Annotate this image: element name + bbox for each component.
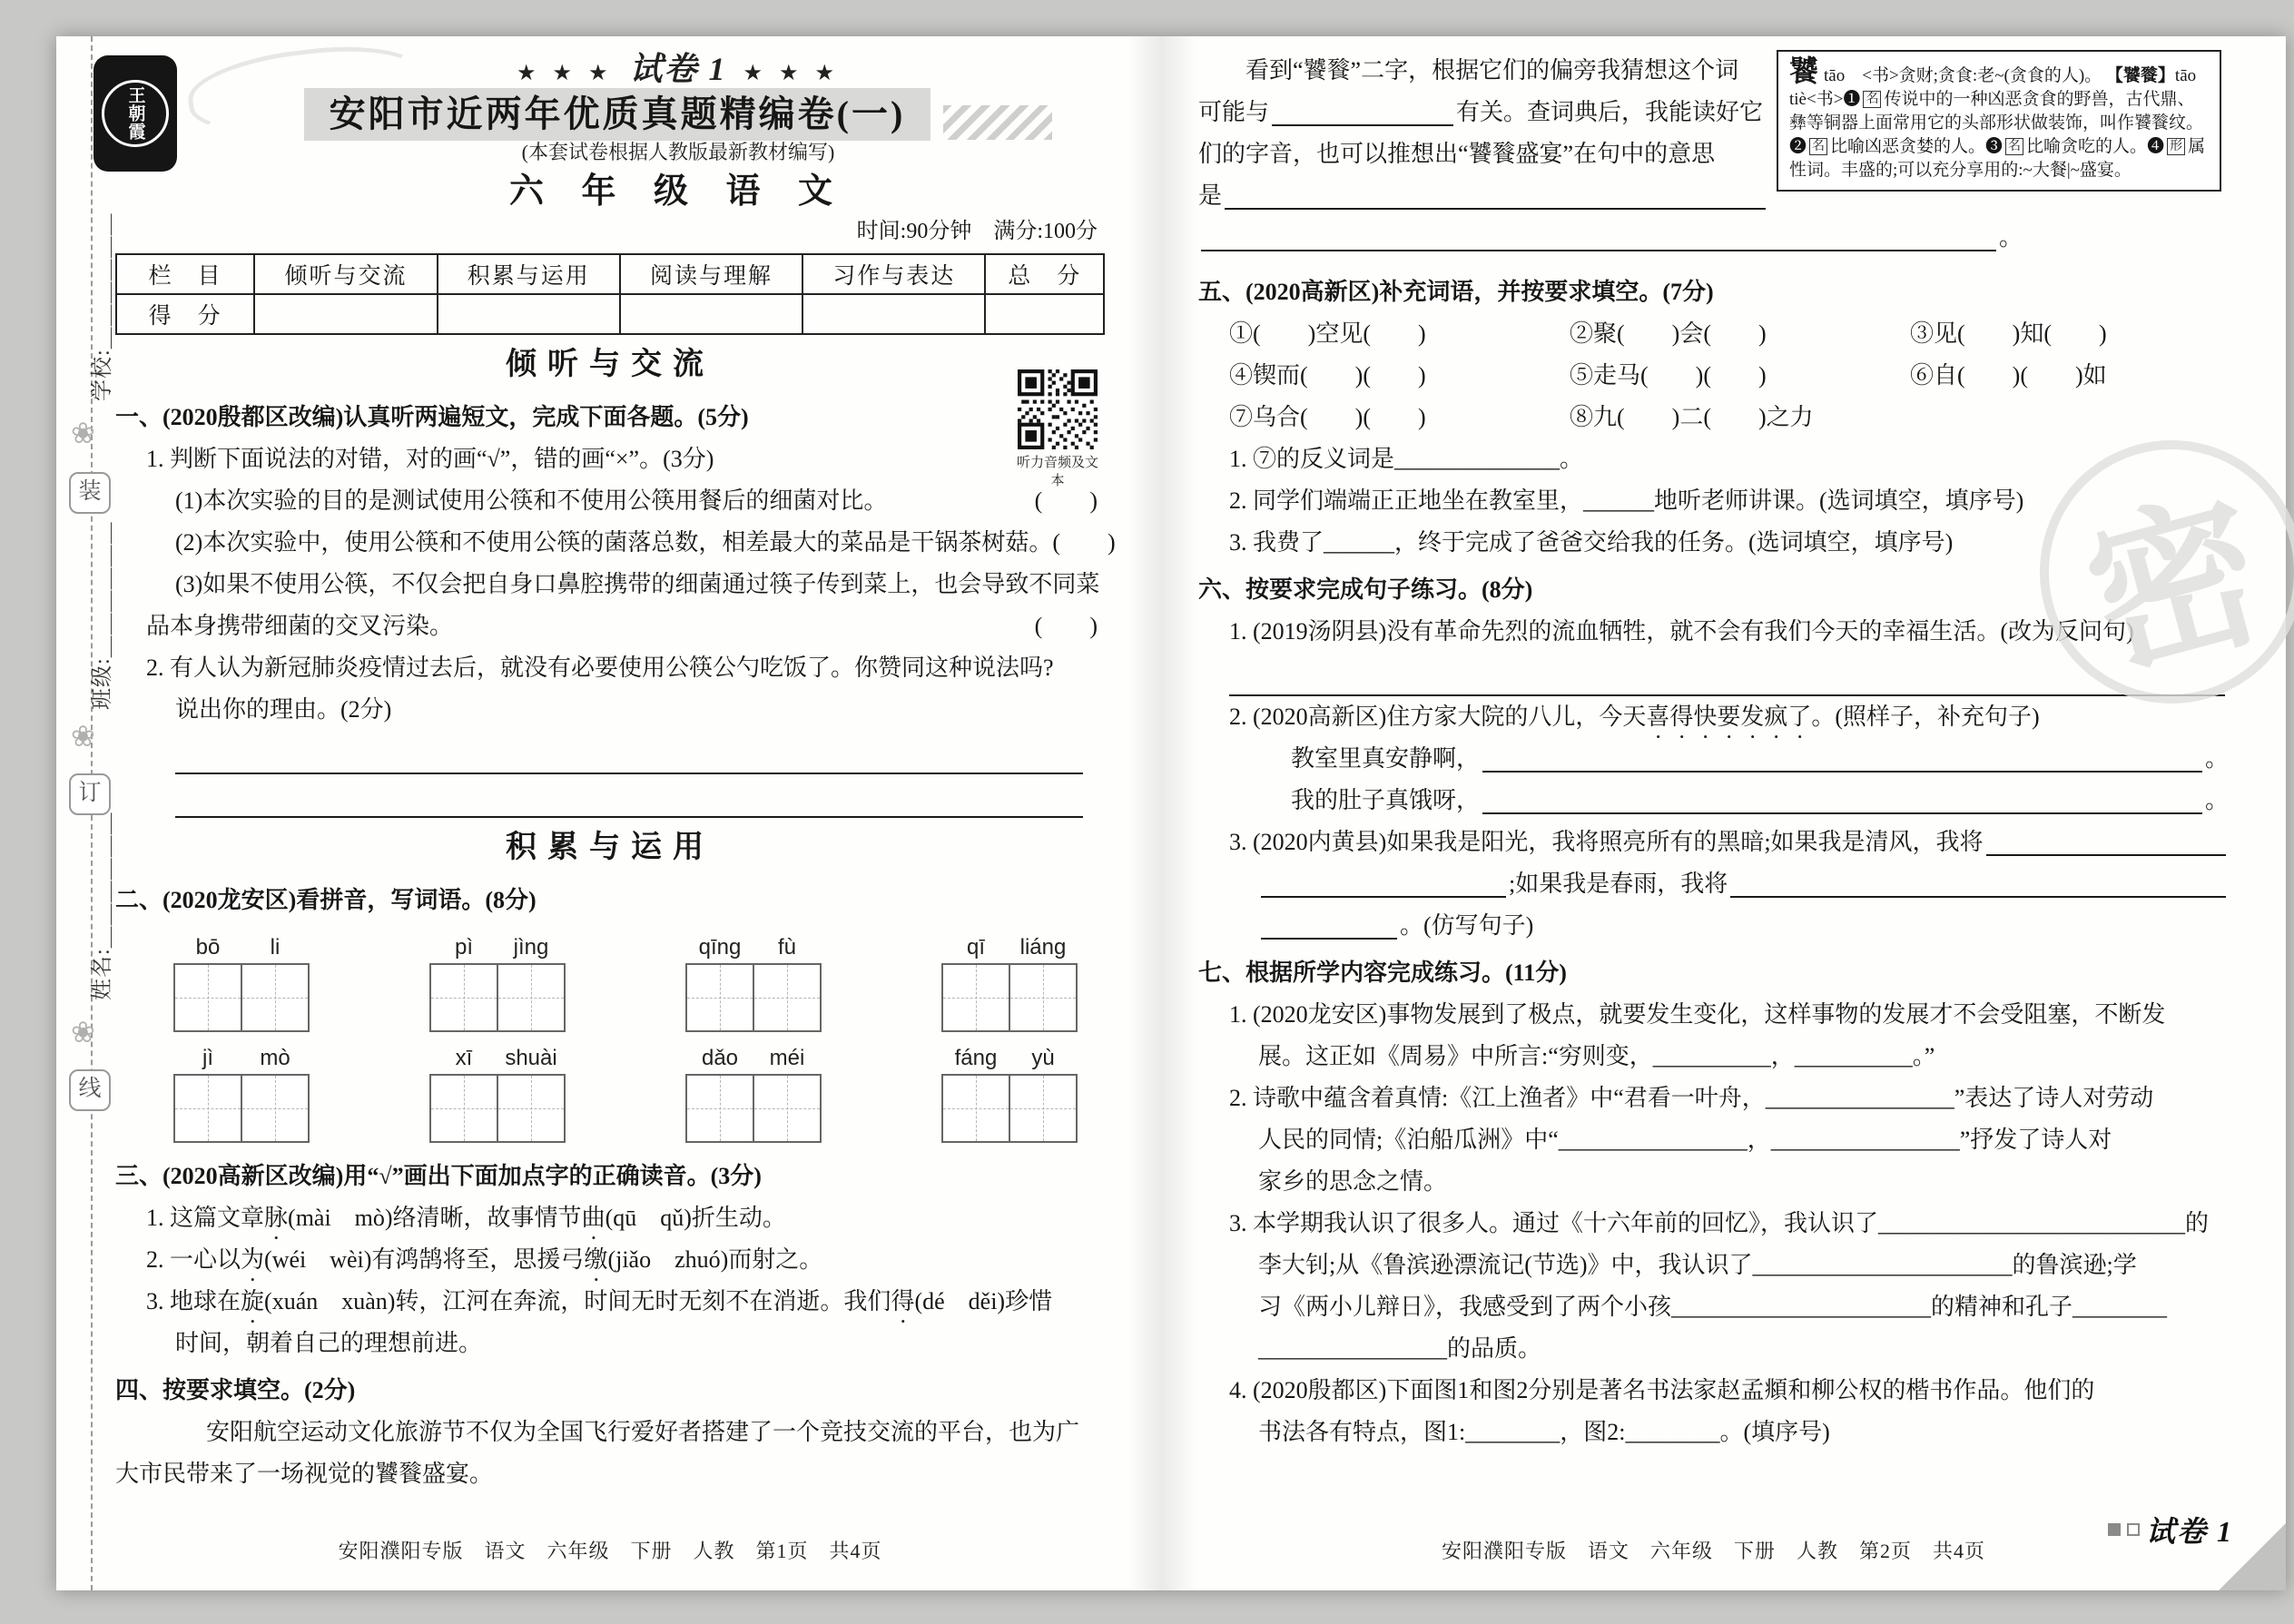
pinyin-word: [941, 932, 1078, 1032]
score-cell-empty: [985, 294, 1104, 334]
exam-paper-spread: [56, 36, 2286, 1590]
score-header-cell: 习作与表达: [802, 254, 985, 294]
text-segment: 。: [2204, 787, 2229, 813]
pinyin-syllable: dǎo: [701, 1046, 739, 1070]
score-table-header-row: [116, 254, 1104, 294]
score-header-cell: 总 分: [985, 254, 1104, 294]
writing-cell: [175, 965, 241, 1030]
question-line: [1198, 696, 2229, 738]
score-table-score-row: [116, 294, 1104, 334]
question-line: [115, 605, 1105, 647]
score-table: [115, 253, 1105, 335]
answer-line: [1229, 653, 2225, 696]
text-segment: (wéi wèi)有鸿鹄将至，思援弓: [264, 1246, 585, 1273]
grade-subject: 六 年 级 语 文: [508, 172, 847, 211]
blank-underline: [1201, 219, 1996, 251]
question-line: [115, 1281, 1105, 1323]
pinyin-syllable: qī: [966, 935, 985, 960]
blank-underline: [1261, 907, 1397, 940]
question-line: (3)如果不使用公筷，不仅会把自身口鼻腔携带的细菌通过筷子传到菜上，也会导致不同菜: [175, 571, 1100, 597]
question-line: 4. (2020殷都区)下面图1和图2分别是著名书法家赵孟頫和柳公权的楷书作品。他们的: [1229, 1377, 2095, 1403]
writing-cell: [241, 1076, 308, 1141]
part-of-speech-tag: 名: [2005, 138, 2023, 155]
question-line: 1. ⑦的反义词是______________。: [1229, 446, 1584, 472]
score-cell-empty: [620, 294, 802, 334]
question-line: 说出你的理由。(2分): [175, 696, 392, 723]
writing-cell: [241, 965, 308, 1030]
writing-cell: [1009, 965, 1076, 1030]
text-segment: 是: [1198, 182, 1223, 209]
blank-underline: [1261, 865, 1506, 898]
question-7-stem: 七、根据所学内容完成练习。(11分): [1198, 960, 1567, 986]
text-segment: 。(仿写句子): [1400, 912, 1534, 939]
blank-underline: [1986, 823, 2226, 856]
score-row-label: 得 分: [116, 294, 254, 334]
question-line: 大市民带来了一场视觉的饕餮盛宴。: [115, 1461, 494, 1487]
answer-line: [175, 731, 1083, 774]
blank-underline: [1730, 865, 2226, 898]
binding-mark-xian: 线: [69, 1069, 111, 1111]
pinyin-syllable: jìng: [513, 935, 549, 960]
question-line: [115, 1197, 1105, 1239]
question-6-stem: 六、按要求完成句子练习。(8分): [1198, 576, 1533, 603]
text-segment: 。: [2204, 745, 2229, 772]
text-segment: 可能与: [1198, 99, 1270, 125]
page-2: [1198, 50, 2229, 1453]
answer-bracket: ( ): [1052, 529, 1116, 556]
idiom-item: ⑦乌合( )( ): [1229, 404, 1426, 430]
text-segment: (xuán xuàn)转，江河在奔流，时间无时无刻不在消逝。我们: [264, 1288, 891, 1314]
question-line: [1198, 92, 1768, 133]
qr-caption: 听力音频及文本: [1016, 456, 1098, 488]
writing-cell: [497, 1076, 564, 1141]
score-cell-empty: [802, 294, 985, 334]
question-line: [115, 1239, 1105, 1281]
brand-name: 王朝霞: [125, 86, 145, 141]
question-4-continuation: [1198, 50, 2229, 266]
question-line: [1198, 217, 2023, 259]
text-segment: (qū qǔ)折生动。: [605, 1205, 786, 1231]
pinyin-syllable: xī: [455, 1046, 473, 1070]
writing-cell: [1009, 1076, 1076, 1141]
pinyin-row: [115, 932, 1105, 1032]
exam-title: 安阳市近两年优质真题精编卷(一): [304, 88, 931, 141]
question-1-stem: 一、(2020殷都区改编)认真听两遍短文，完成下面各题。(5分): [115, 404, 749, 430]
question-line: 人民的同情;《泊船瓜洲》中“________________，________________”抒发了诗人对: [1258, 1127, 2112, 1153]
pinyin-syllable: méi: [769, 1046, 805, 1070]
part-of-speech-tag: 名: [1863, 91, 1881, 108]
pinyin-word: [685, 1043, 822, 1143]
question-line: 书法各有特点，图1:________，图2:________。(填序号): [1258, 1419, 1830, 1445]
idiom-grid: [1198, 313, 2229, 438]
text-segment: 有关。查词典后，我能读好它: [1456, 99, 1764, 125]
stars-left: ★ ★ ★: [516, 62, 614, 85]
pinyin-word: [685, 932, 822, 1032]
text-segment: 传说中的一种凶恶贪食的野兽，古代鼎、彝等铜器上面常用它的头部形状做装饰，叫作饕餮纹。: [1789, 90, 2204, 133]
text-segment: (2)本次实验中，使用公筷和不使用公筷的菌落总数，相差最大的菜品是干锅茶树菇。: [175, 529, 1053, 556]
pinyin-syllable: pì: [454, 935, 473, 960]
sense-number: ❸: [1985, 137, 2004, 156]
emphasized-char: 得: [891, 1288, 915, 1314]
pinyin-syllable: mò: [260, 1046, 290, 1070]
writing-cell: [753, 1076, 820, 1141]
page-corner-fold: [2219, 1523, 2286, 1590]
pinyin-row: [115, 1043, 1105, 1143]
brand-logo-ring: [102, 80, 169, 147]
text-segment: (jiǎo zhuó)而射之。: [607, 1246, 823, 1273]
question-line: [1198, 905, 2229, 947]
pinyin-word: [173, 1043, 310, 1143]
idiom-item: ⑤走马( )( ): [1570, 362, 1767, 389]
emphasized-phrase: 喜得快要发疯了: [1646, 704, 1812, 730]
question-line: 2. 有人认为新冠肺炎疫情过去后，就没有必要使用公筷公勺吃饭了。你赞同这种说法吗?: [146, 655, 1054, 681]
question-line: 家乡的思念之情。: [1258, 1168, 1448, 1195]
section-heading-accumulate: 积累与运用: [506, 831, 714, 864]
question-line: [1198, 780, 2229, 822]
time-score-line: 时间:90分钟 满分:100分: [856, 220, 1098, 243]
pinyin-syllable: qīng: [698, 935, 742, 960]
writing-cell: [943, 1076, 1009, 1141]
flower-ornament-icon: ❀: [71, 1016, 95, 1048]
question-line: 2. 同学们端端正正地坐在教室里，______地听老师讲课。(选词填空，填序号): [1229, 487, 2024, 514]
text-segment: 品本身携带细菌的交叉污染。: [146, 613, 454, 639]
text-segment: 属性词。丰盛的;可以充分享用的:~大餐|~盛宴。: [1789, 137, 2206, 180]
school-field: 学校:＿＿＿＿＿＿: [91, 212, 114, 401]
brand-logo: [94, 55, 177, 172]
text-segment: 1. 这篇文章: [146, 1205, 265, 1231]
question-5-stem: 五、(2020高新区)补充词语，并按要求填空。(7分): [1198, 279, 1714, 305]
text-segment: 。: [1998, 224, 2023, 251]
text-segment: 我的肚子真饿呀，: [1291, 787, 1481, 813]
question-line: [1198, 863, 2229, 905]
binding-mark-zhuang: 装: [69, 472, 111, 514]
writing-cell: [687, 1076, 753, 1141]
emphasized-char: 为: [241, 1246, 265, 1273]
text-segment: tāo <书>贪财;贪食:老~(贪食的人)。: [1824, 66, 2102, 85]
question-line: [1198, 175, 1768, 217]
question-line: [1198, 738, 2229, 780]
flower-ornament-icon: ❀: [71, 417, 95, 449]
question-line: 们的字音，也可以推想出“饕餮盛宴”在句中的意思: [1198, 141, 1716, 167]
answer-line: [175, 774, 1083, 818]
pinyin-syllable: jì: [202, 1046, 213, 1070]
question-line: 2. 诗歌中蕴含着真情:《江上渔者》中“君看一叶舟，________________”表达了诗人对劳动: [1229, 1085, 2154, 1111]
pinyin-word: [429, 1043, 566, 1143]
writing-cell: [431, 965, 497, 1030]
exam-subtitle: (本套试卷根据人教版最新教材编写): [521, 141, 835, 163]
writing-cell: [431, 1076, 497, 1141]
qr-code: [1018, 369, 1098, 449]
answer-bracket: ( ): [1034, 487, 1098, 514]
part-of-speech-tag: 形: [2167, 138, 2185, 155]
question-line: 3. 本学期我认识了很多人。通过《十六年前的回忆》，我认识了__________________________的: [1229, 1210, 2210, 1236]
score-header-cell: 积累与运用: [438, 254, 620, 294]
part-of-speech-tag: 名: [1809, 138, 1827, 155]
tab-label: 试卷 1: [2145, 1515, 2233, 1548]
question-line: 3. 我费了______，终于完成了爸爸交给我的任务。(选词填空，填序号): [1229, 529, 1954, 556]
dictionary-entry-word: 【饕餮】: [2105, 66, 2175, 85]
emphasized-char: 旋: [241, 1288, 265, 1314]
question-line: [115, 522, 1116, 564]
pinyin-syllable: shuài: [505, 1046, 557, 1070]
stars-right: ★ ★ ★: [743, 62, 841, 85]
paper-number: 试卷 1: [629, 51, 727, 87]
text-segment: (1)本次实验的目的是测试使用公筷和不使用公筷用餐后的细菌对比。: [175, 487, 888, 514]
binding-mark-ding: 订: [69, 773, 111, 815]
score-header-cell: 阅读与理解: [620, 254, 802, 294]
emphasized-char: 曲: [581, 1205, 605, 1231]
emphasized-char: 缴: [584, 1246, 608, 1273]
sense-number: ❹: [2147, 137, 2165, 156]
pinyin-word: [941, 1043, 1078, 1143]
section-heading-listening: 倾听与交流: [506, 348, 714, 381]
blank-underline: [1482, 782, 2202, 814]
question-line: ________________的品质。: [1258, 1335, 1542, 1362]
score-cell-empty: [254, 294, 437, 334]
listening-audio-qr: [1014, 369, 1101, 490]
idiom-item: ④锲而( )( ): [1229, 362, 1426, 389]
text-segment: 教室里真安静啊，: [1291, 745, 1481, 772]
blank-underline: [1272, 94, 1453, 126]
answer-bracket: ( ): [1034, 613, 1098, 639]
idiom-item: ③见( )知( ): [1910, 320, 2107, 347]
question-3-stem: 三、(2020高新区改编)用“√”画出下面加点字的正确读音。(3分): [115, 1163, 762, 1189]
text-segment: 比喻凶恶贪婪的人。: [1830, 137, 1986, 156]
flower-ornament-icon: ❀: [71, 720, 95, 753]
text-segment: (mài mò)络清晰，故事情节: [288, 1205, 582, 1231]
pinyin-syllable: liáng: [1019, 935, 1067, 960]
blank-underline: [1482, 740, 2202, 773]
dictionary-headword: 饕: [1789, 54, 1819, 87]
pinyin-syllable: bō: [195, 935, 221, 960]
paper-index-tab: [2108, 1509, 2233, 1550]
pinyin-word: [173, 932, 310, 1032]
question-2-stem: 二、(2020龙安区)看拼音，写词语。(8分): [115, 887, 537, 913]
question-line: 展。这正如《周易》中所言:“穷则变，__________，__________。”: [1258, 1043, 1935, 1069]
question-line: 李大钊;从《鲁滨逊漂流记(节选)》中，我认识了______________________的鲁滨逊;学: [1258, 1252, 2137, 1278]
writing-cell: [175, 1076, 241, 1141]
text-segment: 3. (2020内黄县)如果我是阳光，我将照亮所有的黑暗;如果我是清风，我将: [1229, 829, 1984, 855]
writing-cell: [497, 965, 564, 1030]
watermark-char: 密: [2070, 476, 2281, 700]
score-header-cell: 栏 目: [116, 254, 254, 294]
page-2-footer: 安阳濮阳专版 语文 六年级 下册 人教 第2页 共4页: [1441, 1540, 1985, 1562]
page-1-footer: 安阳濮阳专版 语文 六年级 下册 人教 第1页 共4页: [338, 1540, 882, 1562]
question-line: 时间，朝着自己的理想前进。: [175, 1330, 483, 1356]
text-segment: 2. (2020高新区)住方家大院的八儿，今天: [1229, 704, 1647, 730]
text-segment: ;如果我是春雨，我将: [1509, 871, 1728, 897]
tab-square-icon: [2108, 1523, 2121, 1536]
blank-underline: [1225, 177, 1766, 210]
dictionary-note: [1777, 50, 2221, 192]
idiom-item: ⑧九( )二( )之力: [1570, 404, 1814, 430]
stripes-decoration: [943, 105, 1052, 140]
question-4-stem: 四、按要求填空。(2分): [115, 1377, 356, 1403]
score-cell-empty: [438, 294, 620, 334]
pinyin-syllable: fáng: [954, 1046, 998, 1070]
page-1: [115, 50, 1116, 1495]
text-segment: 。(照样子，补充句子): [1811, 704, 2040, 730]
page-fold-shadow: [1127, 36, 1196, 1590]
sense-number: ❷: [1789, 137, 1807, 156]
text-segment: 比喻贪吃的人。: [2026, 137, 2148, 156]
idiom-item: ②聚( )会( ): [1570, 320, 1767, 347]
tab-square-outline-icon: [2127, 1523, 2140, 1536]
score-header-cell: 倾听与交流: [254, 254, 437, 294]
writing-cell: [687, 965, 753, 1030]
idiom-item: ①( )空见( ): [1229, 320, 1426, 347]
question-line: 看到“饕餮”二字，根据它们的偏旁我猜想这个词: [1245, 57, 1739, 84]
emphasized-char: 脉: [264, 1205, 289, 1231]
question-line: 1. (2019汤阴县)没有革命先烈的流血牺牲，就不会有我们今天的幸福生活。(改为反问句): [1229, 618, 2134, 645]
pinyin-syllable: yù: [1031, 1046, 1055, 1070]
name-field: 姓名:＿＿＿＿＿＿: [91, 812, 114, 1000]
question-line: [115, 480, 1105, 522]
idiom-item: ⑥自( )( )如: [1910, 362, 2107, 389]
question-line: [1198, 822, 2229, 863]
pinyin-syllable: fù: [777, 935, 796, 960]
sense-number: ❶: [1843, 90, 1861, 109]
text-segment: tāo tiè<书>: [1789, 66, 2197, 109]
pinyin-word: [429, 932, 566, 1032]
question-line: 1. (2020龙安区)事物发展到了极点，就要发生变化，这样事物的发展才不会受阻塞，不断发: [1229, 1001, 2166, 1028]
writing-cell: [943, 965, 1009, 1030]
question-line: 1. 判断下面说法的对错，对的画“√”，错的画“×”。(3分): [146, 446, 714, 472]
text-segment: 3. 地球在: [146, 1288, 241, 1314]
text-segment: (dé děi)珍惜: [914, 1288, 1053, 1314]
class-field: 班级:＿＿＿＿＿＿: [91, 521, 114, 710]
continuation-paragraph: [1198, 50, 1768, 217]
pinyin-syllable: li: [270, 935, 281, 960]
text-segment: 2. 一心以: [146, 1246, 241, 1273]
question-line: 安阳航空运动文化旅游节不仅为全国飞行爱好者搭建了一个竞技交流的平台，也为广: [206, 1419, 1080, 1445]
question-line: 习《两小儿辩日》，我感受到了两个小孩______________________的精神和孔子________: [1258, 1294, 2168, 1320]
writing-cell: [753, 965, 820, 1030]
